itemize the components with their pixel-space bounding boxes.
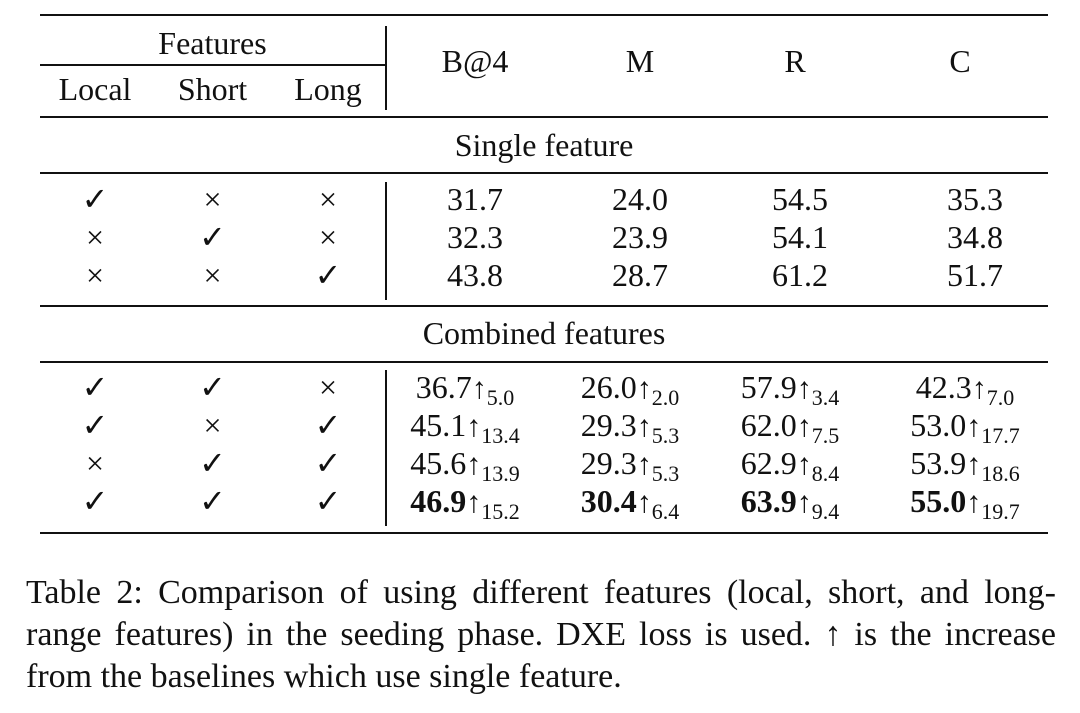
metric-value: 53.0 — [910, 407, 967, 443]
metric-cell — [405, 218, 545, 256]
metric-value: 62.0 — [740, 407, 797, 443]
metric-cell — [560, 482, 700, 531]
increase-value: 6.4 — [651, 499, 680, 524]
metric-cell — [880, 482, 1050, 531]
metric-value: 24.0 — [612, 181, 668, 217]
check-icon: ✓ — [199, 219, 226, 255]
increase-value: 3.4 — [811, 385, 840, 410]
metric-value: 26.0 — [580, 369, 637, 405]
col-header-long: Long — [294, 71, 362, 107]
metric-value: 45.6 — [410, 445, 467, 481]
metric-value: 32.3 — [447, 219, 503, 255]
col-header-b4: B@4 — [441, 43, 509, 79]
increase-value: 5.3 — [651, 461, 680, 486]
up-arrow-icon: ↑ — [796, 372, 812, 405]
section-label-combined: Combined features — [422, 315, 666, 351]
bottom-rule — [40, 532, 1048, 534]
metric-cell — [890, 218, 1060, 256]
cross-icon: × — [203, 407, 222, 443]
metric-value: 29.3 — [580, 445, 637, 481]
metric-value: 54.5 — [772, 181, 828, 217]
table-caption: Table 2: Comparison of using different features (local, short, and long-range features) in the seeding phase. DXE loss is used. ↑ is the increase from the baselines which use single feature. — [26, 574, 1056, 695]
up-arrow-icon: ↑ — [966, 486, 982, 519]
metric-cell — [890, 180, 1060, 218]
header-divider — [385, 26, 387, 110]
check-icon: ✓ — [81, 407, 109, 443]
increase-value: 19.7 — [981, 499, 1020, 524]
metric-cell — [395, 482, 535, 531]
combined-divider — [385, 370, 387, 526]
section-rule-combined — [40, 361, 1048, 363]
metric-cell — [405, 256, 545, 294]
increase-value: 8.4 — [811, 461, 840, 486]
increase-value: 13.9 — [481, 461, 520, 486]
mid-rule — [40, 305, 1048, 307]
metric-value: 46.9 — [410, 483, 467, 519]
metric-value: 34.8 — [947, 219, 1003, 255]
metric-cell — [405, 180, 545, 218]
col-header-short: Short — [177, 71, 248, 107]
up-arrow-icon: ↑ — [636, 372, 652, 405]
metric-cell — [570, 218, 710, 256]
check-icon: ✓ — [314, 407, 342, 443]
up-arrow-icon: ↑ — [636, 410, 652, 443]
col-header-local: Local — [58, 71, 132, 107]
cross-icon: × — [85, 257, 105, 293]
top-rule — [40, 14, 1048, 16]
cross-icon: × — [318, 219, 338, 255]
group-underline — [40, 64, 385, 66]
metric-value: 42.3 — [915, 369, 972, 405]
check-icon: ✓ — [199, 483, 226, 519]
increase-value: 7.5 — [811, 423, 840, 448]
metric-cell — [725, 180, 875, 218]
up-arrow-icon: ↑ — [636, 448, 652, 481]
check-icon: ✓ — [314, 483, 342, 519]
check-icon: ✓ — [81, 483, 109, 519]
up-arrow-icon: ↑ — [466, 448, 482, 481]
metric-value: 54.1 — [772, 219, 828, 255]
metric-value: 53.9 — [910, 445, 967, 481]
up-arrow-icon: ↑ — [796, 486, 812, 519]
increase-value: 5.0 — [486, 385, 515, 410]
check-icon: ✓ — [81, 369, 109, 405]
increase-value: 7.0 — [986, 385, 1015, 410]
up-arrow-icon: ↑ — [971, 372, 987, 405]
metric-cell — [890, 256, 1060, 294]
up-arrow-icon: ↑ — [466, 486, 482, 519]
metric-value: 63.9 — [740, 483, 797, 519]
increase-value: 13.4 — [481, 423, 520, 448]
up-arrow-icon: ↑ — [796, 448, 812, 481]
header-rule — [40, 116, 1048, 118]
metric-value: 62.9 — [740, 445, 797, 481]
increase-value: 5.3 — [651, 423, 680, 448]
metric-value: 55.0 — [910, 483, 967, 519]
metric-value: 45.1 — [410, 407, 467, 443]
cross-icon: × — [203, 181, 222, 217]
section-rule-single — [40, 172, 1048, 174]
metric-cell — [725, 256, 875, 294]
section-label-single: Single feature — [454, 127, 634, 163]
check-icon: ✓ — [81, 181, 109, 217]
col-header-c: C — [949, 43, 971, 79]
metric-cell — [715, 482, 865, 531]
up-arrow-icon: ↑ — [966, 410, 982, 443]
cross-icon: × — [203, 257, 222, 293]
up-arrow-icon: ↑ — [466, 410, 482, 443]
check-icon: ✓ — [314, 257, 342, 293]
increase-value: 9.4 — [811, 499, 840, 524]
up-arrow-icon: ↑ — [636, 486, 652, 519]
increase-value: 18.6 — [981, 461, 1020, 486]
single-divider — [385, 182, 387, 300]
metric-value: 31.7 — [447, 181, 503, 217]
features-group-header: Features — [158, 25, 267, 61]
metric-value: 30.4 — [580, 483, 637, 519]
metric-value: 29.3 — [580, 407, 637, 443]
col-header-m: M — [625, 43, 655, 79]
check-icon: ✓ — [199, 445, 226, 481]
metric-value: 57.9 — [740, 369, 797, 405]
metric-value: 36.7 — [415, 369, 472, 405]
col-header-r: R — [784, 43, 806, 79]
cross-icon: × — [318, 369, 338, 405]
cross-icon: × — [85, 219, 105, 255]
up-arrow-icon: ↑ — [796, 410, 812, 443]
metric-value: 35.3 — [947, 181, 1003, 217]
increase-value: 2.0 — [651, 385, 680, 410]
cross-icon: × — [318, 181, 338, 217]
metric-cell — [725, 218, 875, 256]
up-arrow-icon: ↑ — [471, 372, 487, 405]
up-arrow-icon: ↑ — [966, 448, 982, 481]
cross-icon: × — [85, 445, 105, 481]
metric-value: 51.7 — [947, 257, 1003, 293]
metric-cell — [570, 256, 710, 294]
check-icon: ✓ — [314, 445, 342, 481]
metric-value: 23.9 — [612, 219, 668, 255]
increase-value: 17.7 — [981, 423, 1020, 448]
metric-value: 43.8 — [447, 257, 503, 293]
increase-value: 15.2 — [481, 499, 520, 524]
metric-value: 61.2 — [772, 257, 828, 293]
metric-cell — [570, 180, 710, 218]
metric-value: 28.7 — [612, 257, 668, 293]
check-icon: ✓ — [199, 369, 226, 405]
